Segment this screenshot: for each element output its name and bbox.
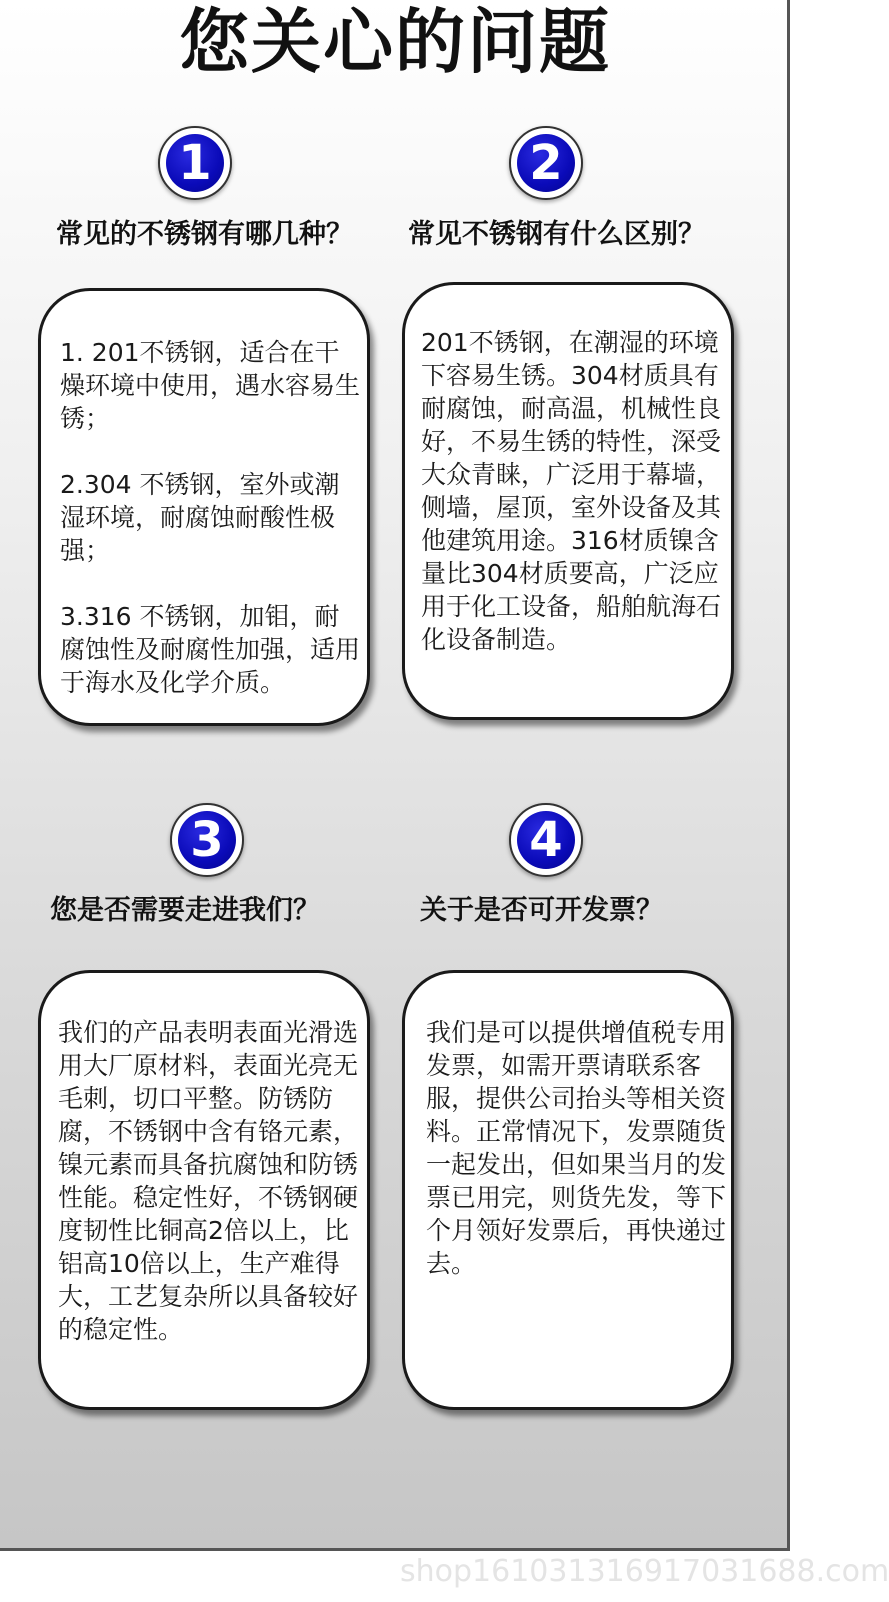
- answer-text-4: 我们是可以提供增值税专用发票，如需开票请联系客服，提供公司抬头等相关资料。正常情况下，发票随货一起发出，但如果当月的发票已用完，则货先发，等下个月领好发票后，再快递过去。: [426, 1018, 727, 1278]
- number-2: 2: [517, 134, 575, 192]
- watermark: shop161031316917031688.com: [400, 1554, 889, 1589]
- number-badge-4: [509, 803, 583, 877]
- question-heading-3: 您是否需要走进我们？: [50, 895, 320, 926]
- number-badge-3: [170, 803, 244, 877]
- answer-text-3: 我们的产品表明表面光滑选用大厂原材料，表面光亮无毛刺，切口平整。防锈防腐，不锈钢中含有铬元素，镍元素而具备抗腐蚀和防锈性能。稳定性好，不锈钢硬度韧性比铜高2倍以上，比铝高10倍以上，生产难得大，工艺复杂所以具备较好的稳定性。: [58, 1018, 359, 1344]
- answer-text-2: 201不锈钢，在潮湿的环境下容易生锈。304材质具有耐腐蚀，耐高温，机械性良好，不易生锈的特性，深受大众青睐，广泛用于幕墙，侧墙，屋顶，室外设备及其他建筑用途。316材质镍含量比304材质要高，广泛应用于化工设备，船舶航海石化设备制造。: [421, 328, 722, 654]
- number-3: 3: [178, 811, 236, 869]
- number-4: 4: [517, 811, 575, 869]
- question-heading-4: 关于是否可开发票？: [420, 895, 663, 926]
- number-badge-1: [158, 126, 232, 200]
- page-title: 您关心的问题: [179, 1, 611, 83]
- question-heading-1: 常见的不锈钢有哪几种？: [56, 219, 353, 250]
- number-1: 1: [166, 134, 224, 192]
- answer-text-1: 1. 201不锈钢，适合在干燥环境中使用，遇水容易生锈； 2.304 不锈钢，室外或潮湿环境，耐腐蚀耐酸性极强； 3.316 不锈钢，加钼，耐腐蚀性及耐腐性加强，适用于海水及化学介质。: [60, 338, 361, 697]
- number-badge-2: [509, 126, 583, 200]
- question-heading-2: 常见不锈钢有什么区别？: [408, 219, 705, 250]
